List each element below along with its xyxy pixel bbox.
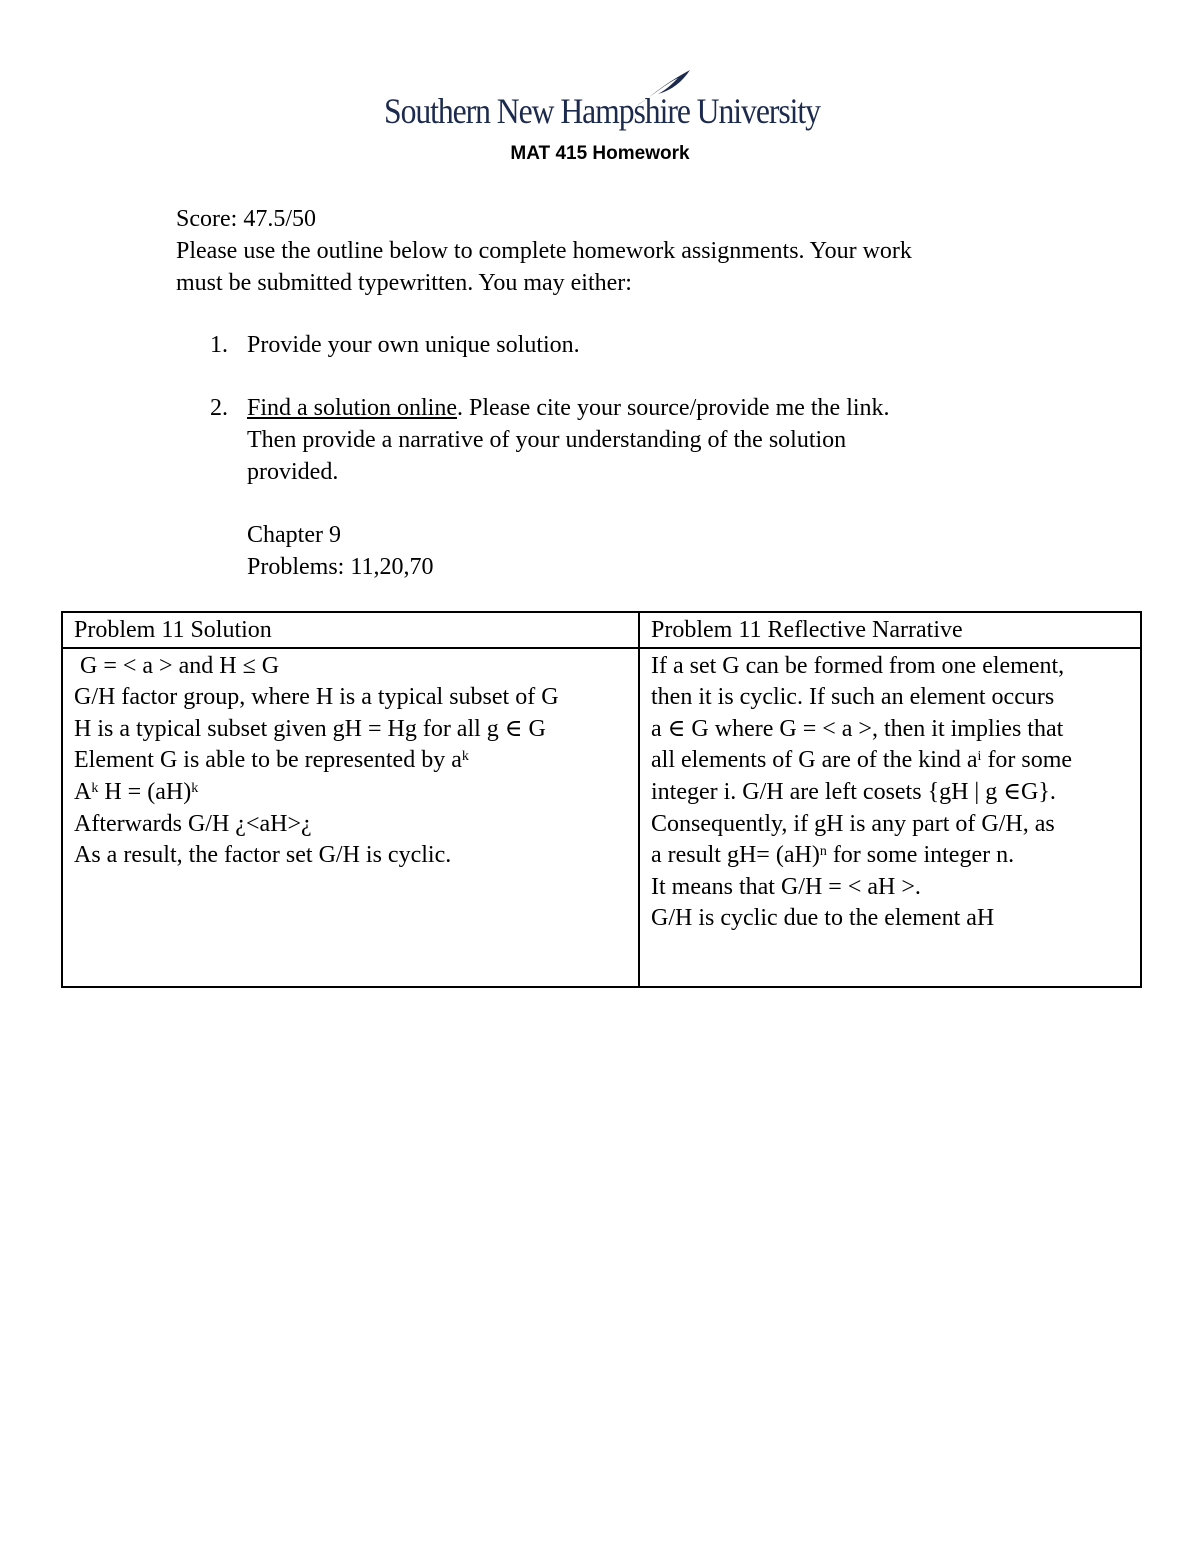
narrative-text: for some integer n.: [826, 842, 1015, 869]
solution-line: G/H factor group, where H is a typical subset of G: [74, 684, 559, 711]
superscript: k: [461, 749, 469, 765]
option-2-number: 2.: [210, 395, 228, 421]
solution-column-header: Problem 11 Solution: [62, 612, 639, 648]
solution-text: H = (aH): [98, 778, 192, 805]
narrative-line: a ∈ G where G = < a >, then it implies that: [651, 715, 1064, 742]
narrative-cell: [639, 648, 1141, 987]
narrative-text: all elements of G are of the kind a: [651, 747, 978, 774]
superscript: n: [819, 844, 827, 860]
instructions-line-1: Please use the outline below to complete homework assignments. Your work: [176, 238, 912, 264]
narrative-line: [651, 745, 1132, 777]
option-1-number: 1.: [210, 332, 228, 358]
narrative-line: integer i. G/H are left cosets {gH | g ∈G}.: [651, 778, 1056, 805]
narrative-text: for some: [981, 747, 1073, 774]
superscript: k: [191, 780, 199, 796]
instructions-line-2: must be submitted typewritten. You may either:: [176, 270, 632, 296]
table-row: [62, 648, 1141, 987]
narrative-text: a result gH= (aH): [651, 842, 820, 869]
option-2-rest: . Please cite your source/provide me the link.: [457, 395, 890, 421]
table-header-row: [62, 612, 1141, 648]
solution-line: [74, 777, 630, 809]
narrative-column-header: Problem 11 Reflective Narrative: [639, 612, 1141, 648]
superscript: i: [977, 749, 982, 765]
solution-line: As a result, the factor set G/H is cyclic.: [74, 842, 452, 869]
narrative-line: If a set G can be formed from one element,: [651, 652, 1065, 679]
problems-label: Problems: 11,20,70: [247, 554, 434, 580]
narrative-line: G/H is cyclic due to the element aH: [651, 905, 995, 932]
solution-line: [74, 745, 630, 777]
narrative-line: then it is cyclic. If such an element occurs: [651, 684, 1055, 711]
option-2-line-3: provided.: [247, 459, 339, 485]
find-solution-online-link[interactable]: Find a solution online: [247, 395, 457, 421]
score-text: Score: 47.5/50: [176, 206, 316, 232]
narrative-line: Consequently, if gH is any part of G/H, as: [651, 810, 1055, 837]
university-name: Southern New Hampshire University: [384, 91, 820, 131]
option-2-line-1: [247, 392, 890, 424]
chapter-label: Chapter 9: [247, 522, 341, 548]
option-2-line-2: Then provide a narrative of your understanding of the solution: [247, 427, 847, 453]
solution-cell: [62, 648, 639, 987]
problem-table: [61, 611, 1142, 988]
narrative-line: It means that G/H = < aH >.: [651, 873, 921, 900]
option-1-text: Provide your own unique solution.: [247, 332, 580, 358]
solution-line: G = < a > and H ≤ G: [74, 652, 280, 679]
document-title: MAT 415 Homework: [510, 143, 690, 164]
university-logo: [384, 68, 824, 138]
superscript: k: [91, 780, 99, 796]
narrative-line: [651, 840, 1132, 872]
solution-line: H is a typical subset given gH = Hg for all g ∈ G: [74, 715, 546, 742]
solution-text: A: [74, 778, 92, 805]
solution-text: Element G is able to be represented by a: [74, 747, 462, 774]
solution-line: Afterwards G/H ¿<aH>¿: [74, 810, 312, 837]
